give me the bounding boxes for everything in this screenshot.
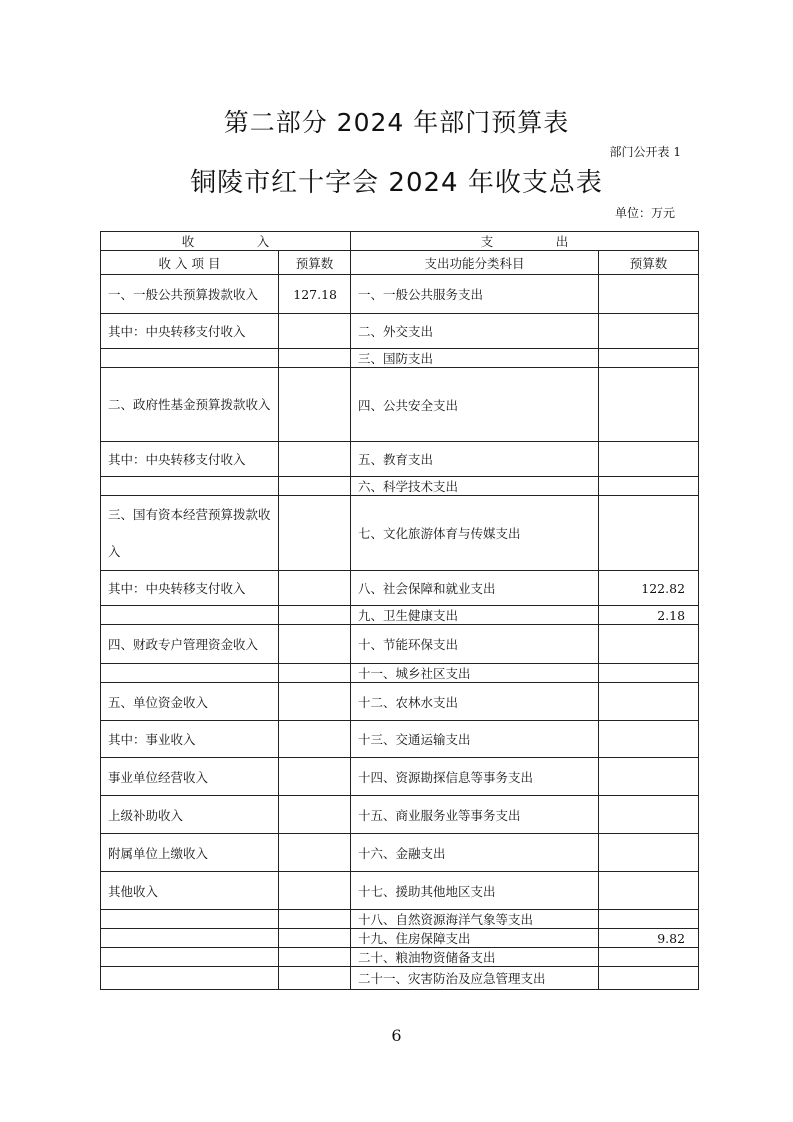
income-amount-cell	[279, 571, 351, 606]
expense-amount-cell: 122.82	[599, 571, 699, 606]
income-amount-cell	[279, 314, 351, 349]
expense-item-cell: 十一、城乡社区支出	[351, 664, 599, 683]
income-amount-cell	[279, 929, 351, 948]
expense-amount-cell	[599, 664, 699, 683]
income-amount-cell	[279, 721, 351, 758]
expense-amount-cell	[599, 721, 699, 758]
expense-item-cell: 十九、住房保障支出	[351, 929, 599, 948]
table-row	[101, 834, 699, 872]
table-row	[101, 664, 699, 683]
income-item-cell	[101, 664, 279, 683]
income-amount-cell	[279, 477, 351, 496]
expense-item-cell: 七、文化旅游体育与传媒支出	[351, 496, 599, 571]
expense-item-cell: 十四、资源勘探信息等事务支出	[351, 758, 599, 796]
expense-amount-cell	[599, 314, 699, 349]
expense-amount-cell	[599, 948, 699, 967]
income-amount-cell	[279, 834, 351, 872]
income-amount-cell: 127.18	[279, 275, 351, 314]
income-section-header: 收 入	[101, 232, 351, 251]
expense-item-cell: 二十一、灾害防治及应急管理支出	[351, 967, 599, 990]
expense-amount-cell	[599, 910, 699, 929]
income-item-cell	[101, 948, 279, 967]
income-item-cell: 事业单位经营收入	[101, 758, 279, 796]
expense-amount-cell	[599, 275, 699, 314]
income-item-cell: 二、政府性基金预算拨款收入	[101, 368, 279, 442]
expense-amount-cell	[599, 349, 699, 368]
expense-item-cell: 十二、农林水支出	[351, 683, 599, 721]
income-item-cell	[101, 929, 279, 948]
income-item-cell: 其中：中央转移支付收入	[101, 571, 279, 606]
income-item-cell: 其中：中央转移支付收入	[101, 442, 279, 477]
expense-item-cell: 十三、交通运输支出	[351, 721, 599, 758]
income-amount-cell	[279, 683, 351, 721]
table-row	[101, 571, 699, 606]
table-row	[101, 796, 699, 834]
income-amount-cell	[279, 625, 351, 664]
expense-item-cell: 十六、金融支出	[351, 834, 599, 872]
table-column-header-row	[101, 251, 699, 275]
income-amount-cell	[279, 349, 351, 368]
income-amount-cell	[279, 606, 351, 625]
table-row	[101, 967, 699, 990]
table-row	[101, 683, 699, 721]
table-section-header-row	[101, 232, 699, 251]
income-amount-cell	[279, 948, 351, 967]
table-row	[101, 275, 699, 314]
part-heading: 第二部分 2024 年部门预算表	[223, 108, 570, 137]
expense-item-cell: 十、节能环保支出	[351, 625, 599, 664]
expense-item-cell: 八、社会保障和就业支出	[351, 571, 599, 606]
table-row	[101, 758, 699, 796]
income-amount-cell	[279, 664, 351, 683]
income-item-cell	[101, 606, 279, 625]
income-item-cell: 四、财政专户管理资金收入	[101, 625, 279, 664]
expense-amount-cell: 2.18	[599, 606, 699, 625]
income-amount-header: 预算数	[279, 251, 351, 275]
income-item-cell: 上级补助收入	[101, 796, 279, 834]
table-row	[101, 606, 699, 625]
income-item-cell	[101, 910, 279, 929]
income-item-header: 收 入 项 目	[101, 251, 279, 275]
income-item-cell: 五、单位资金收入	[101, 683, 279, 721]
income-item-cell	[101, 477, 279, 496]
income-amount-cell	[279, 496, 351, 571]
expense-amount-cell	[599, 368, 699, 442]
expense-amount-cell	[599, 477, 699, 496]
expense-section-header: 支 出	[351, 232, 699, 251]
expense-amount-cell: 9.82	[599, 929, 699, 948]
expense-item-cell: 五、教育支出	[351, 442, 599, 477]
expense-amount-cell	[599, 442, 699, 477]
table-number: 部门公开表 1	[609, 145, 681, 159]
expense-amount-cell	[599, 834, 699, 872]
expense-amount-cell	[599, 625, 699, 664]
table-row	[101, 910, 699, 929]
expense-item-cell: 六、科学技术支出	[351, 477, 599, 496]
table-row	[101, 349, 699, 368]
page-title: 铜陵市红十字会 2024 年收支总表	[190, 168, 603, 198]
income-item-cell	[101, 349, 279, 368]
expense-amount-cell	[599, 758, 699, 796]
income-item-cell	[101, 967, 279, 990]
expense-item-header: 支出功能分类科目	[351, 251, 599, 275]
expense-item-cell: 一、一般公共服务支出	[351, 275, 599, 314]
unit-label: 单位：万元	[614, 206, 675, 220]
table-row	[101, 625, 699, 664]
table-row	[101, 929, 699, 948]
income-amount-cell	[279, 368, 351, 442]
expense-amount-cell	[599, 872, 699, 910]
table-row	[101, 368, 699, 442]
expense-item-cell: 三、国防支出	[351, 349, 599, 368]
income-amount-cell	[279, 872, 351, 910]
expense-amount-cell	[599, 967, 699, 990]
income-amount-cell	[279, 796, 351, 834]
table-row	[101, 442, 699, 477]
table-row	[101, 314, 699, 349]
income-item-cell: 其中：事业收入	[101, 721, 279, 758]
income-amount-cell	[279, 442, 351, 477]
income-amount-cell	[279, 967, 351, 990]
income-item-cell: 一、一般公共预算拨款收入	[101, 275, 279, 314]
table-row	[101, 477, 699, 496]
budget-summary-table	[100, 231, 699, 990]
expense-amount-header: 预算数	[599, 251, 699, 275]
income-amount-cell	[279, 910, 351, 929]
expense-item-cell: 二十、粮油物资储备支出	[351, 948, 599, 967]
expense-item-cell: 十五、商业服务业等事务支出	[351, 796, 599, 834]
expense-amount-cell	[599, 683, 699, 721]
page-number: 6	[391, 1026, 402, 1045]
expense-item-cell: 十七、援助其他地区支出	[351, 872, 599, 910]
income-item-cell: 附属单位上缴收入	[101, 834, 279, 872]
expense-item-cell: 二、外交支出	[351, 314, 599, 349]
income-item-cell: 三、国有资本经营预算拨款收入	[101, 496, 279, 571]
income-item-cell: 其他收入	[101, 872, 279, 910]
expense-amount-cell	[599, 496, 699, 571]
expense-item-cell: 十八、自然资源海洋气象等支出	[351, 910, 599, 929]
income-item-cell: 其中：中央转移支付收入	[101, 314, 279, 349]
table-row	[101, 721, 699, 758]
table-row	[101, 948, 699, 967]
table-row	[101, 496, 699, 571]
expense-item-cell: 四、公共安全支出	[351, 368, 599, 442]
expense-amount-cell	[599, 796, 699, 834]
expense-item-cell: 九、卫生健康支出	[351, 606, 599, 625]
income-amount-cell	[279, 758, 351, 796]
table-row	[101, 872, 699, 910]
